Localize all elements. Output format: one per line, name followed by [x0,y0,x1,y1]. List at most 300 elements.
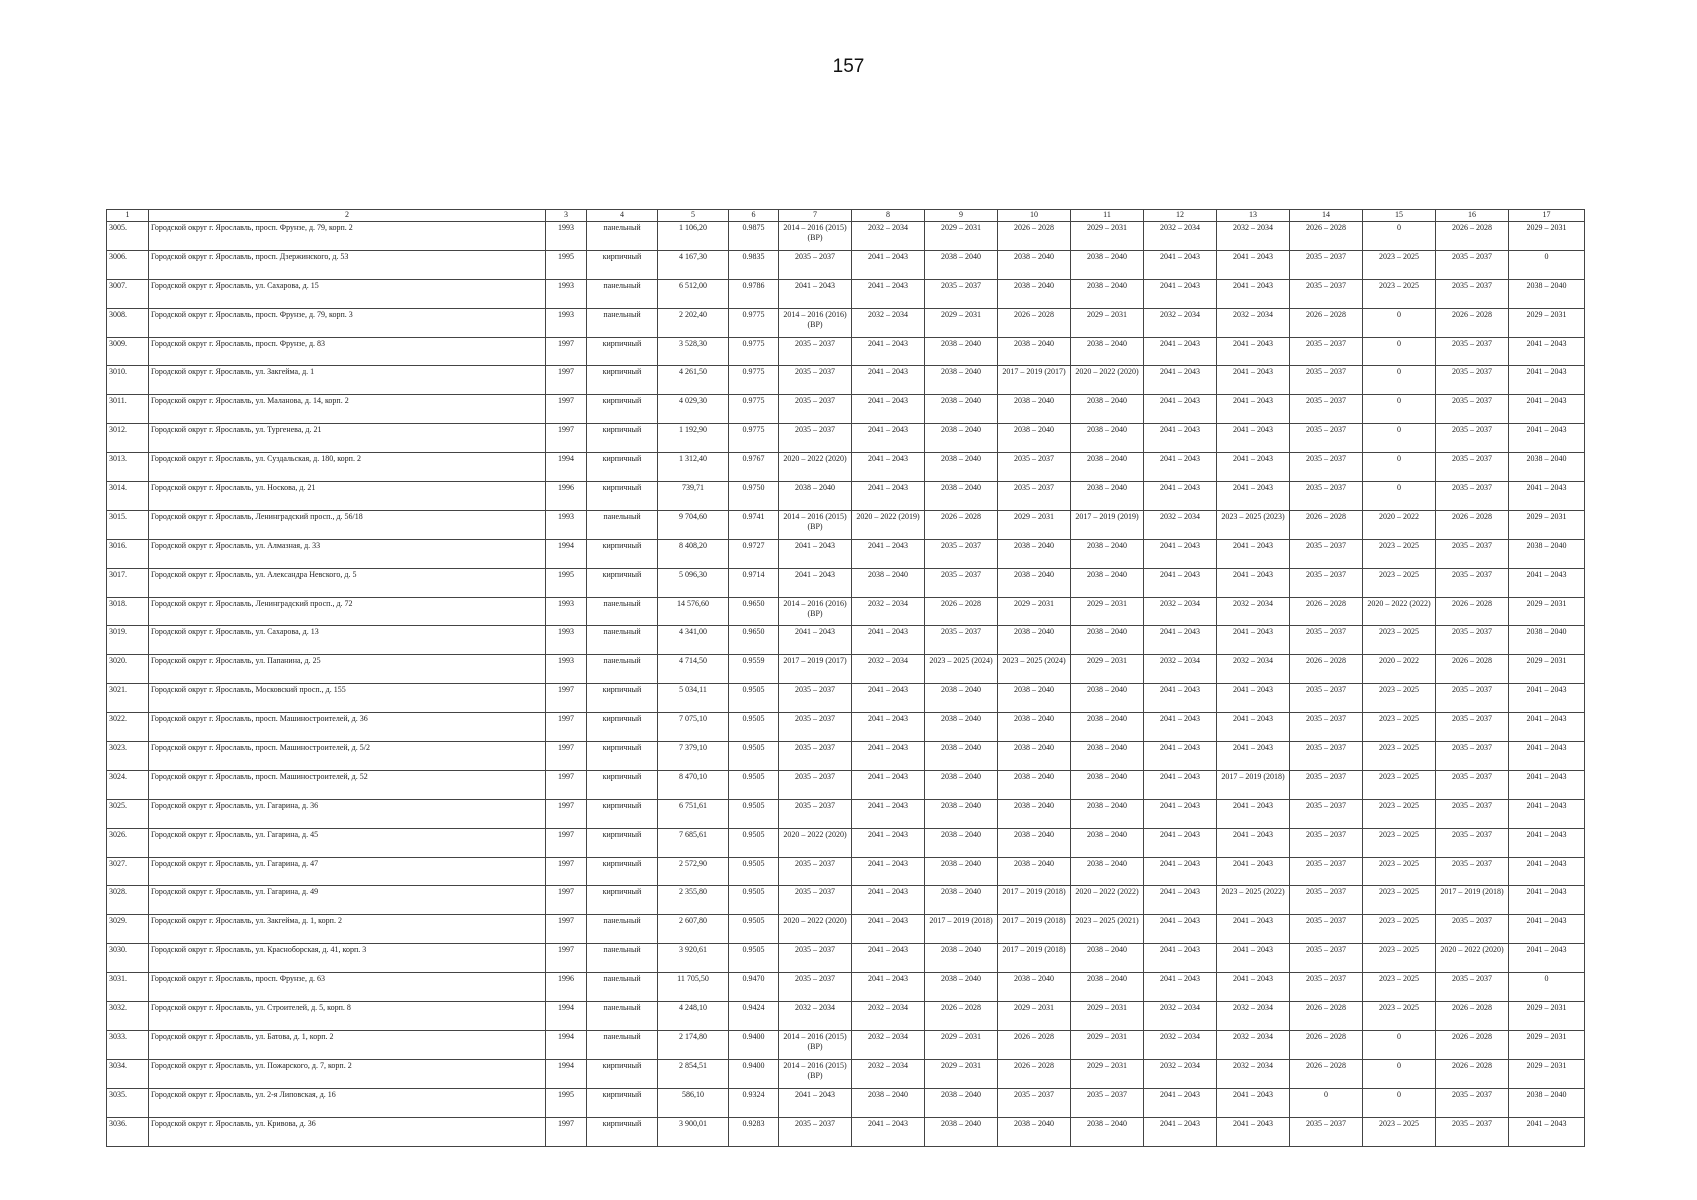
table-cell: 2026 – 2028 [1290,308,1363,337]
table-cell: 2041 – 2043 [1217,250,1290,279]
table-cell: 2029 – 2031 [1509,510,1585,539]
table-cell: 2026 – 2028 [1290,510,1363,539]
table-cell: 2032 – 2034 [1217,1030,1290,1059]
table-cell: 1997 [546,366,587,395]
table-cell: 2041 – 2043 [1217,828,1290,857]
table-cell: 2038 – 2040 [1071,742,1144,771]
table-cell: 3013. [107,453,149,482]
table-cell: 14 576,60 [658,597,729,626]
table-cell: 0.9424 [729,1002,779,1031]
table-cell: панельный [587,279,658,308]
table-cell: 2041 – 2043 [1144,1088,1217,1117]
table-cell: 2032 – 2034 [1144,1002,1217,1031]
table-cell: 2017 – 2019 (2018) [998,915,1071,944]
table-cell: 2035 – 2037 [779,799,852,828]
table-cell: 2035 – 2037 [1290,857,1363,886]
table-cell: Городской округ г. Ярославль, ул. Носкова, д. 21 [149,482,546,511]
table-cell: 2041 – 2043 [1144,915,1217,944]
table-cell: 3 900,01 [658,1117,729,1146]
table-cell: 2041 – 2043 [852,250,925,279]
table-cell: 0 [1363,222,1436,251]
table-cell: 3025. [107,799,149,828]
table-cell: 2029 – 2031 [925,308,998,337]
table-cell: 2032 – 2034 [1144,597,1217,626]
column-header: 7 [779,210,852,222]
table-cell: 0.9650 [729,597,779,626]
table-cell: Городской округ г. Ярославль, ул. Гагарина, д. 45 [149,828,546,857]
table-cell: 0.9741 [729,510,779,539]
table-cell: кирпичный [587,453,658,482]
table-cell: 0.9505 [729,713,779,742]
table-cell: 2041 – 2043 [1509,366,1585,395]
table-cell: Городской округ г. Ярославль, ул. Суздальская, д. 180, корп. 2 [149,453,546,482]
table-cell: 3019. [107,626,149,655]
table-cell: 0 [1363,366,1436,395]
table-cell: 1997 [546,424,587,453]
table-cell: 0.9505 [729,799,779,828]
table-cell: 2029 – 2031 [1071,1002,1144,1031]
table-cell: кирпичный [587,828,658,857]
table-row [107,655,1585,684]
table-cell: 2038 – 2040 [852,568,925,597]
table-cell: 2017 – 2019 (2018) [1436,886,1509,915]
table-cell: панельный [587,915,658,944]
table-cell: 1995 [546,1088,587,1117]
table-cell: 0.9505 [729,828,779,857]
table-cell: 2041 – 2043 [852,770,925,799]
table-cell: 2023 – 2025 [1363,713,1436,742]
table-cell: 0 [1363,395,1436,424]
table-cell: 8 470,10 [658,770,729,799]
table-cell: 8 408,20 [658,539,729,568]
table-cell: 1995 [546,250,587,279]
column-header: 8 [852,210,925,222]
table-cell: 2035 – 2037 [925,568,998,597]
table-cell: 0.9400 [729,1030,779,1059]
table-cell: 2041 – 2043 [779,1088,852,1117]
table-cell: 2041 – 2043 [1509,915,1585,944]
table-cell: 2020 – 2022 (2020) [779,915,852,944]
table-row [107,337,1585,366]
table-cell: 2032 – 2034 [852,1059,925,1088]
table-cell: Городской округ г. Ярославль, ул. Пожарского, д. 7, корп. 2 [149,1059,546,1088]
table-row [107,539,1585,568]
table-cell: Городской округ г. Ярославль, просп. Фрунзе, д. 63 [149,973,546,1002]
table-cell: 2038 – 2040 [998,568,1071,597]
table-cell: 2038 – 2040 [925,395,998,424]
table-cell: 0.9775 [729,424,779,453]
table-cell: 0.9470 [729,973,779,1002]
registry-table [106,209,1585,1147]
table-cell: 2023 – 2025 [1363,1002,1436,1031]
table-cell: 2041 – 2043 [1144,482,1217,511]
table-cell: 2023 – 2025 [1363,1117,1436,1146]
table-cell: 3007. [107,279,149,308]
table-cell: 0.9714 [729,568,779,597]
table-cell: 1 192,90 [658,424,729,453]
table-cell: 2035 – 2037 [1290,1117,1363,1146]
table-row [107,742,1585,771]
table-cell: 0.9875 [729,222,779,251]
table-cell: 2023 – 2025 (2022) [1217,886,1290,915]
table-cell: 2035 – 2037 [779,337,852,366]
table-cell: 2017 – 2019 (2018) [998,944,1071,973]
table-cell: панельный [587,597,658,626]
table-cell: 0.9505 [729,770,779,799]
table-cell: 2038 – 2040 [1071,857,1144,886]
table-row [107,828,1585,857]
table-cell: 1997 [546,395,587,424]
table-cell: 2023 – 2025 [1363,250,1436,279]
table-cell: 4 029,30 [658,395,729,424]
table-row [107,250,1585,279]
table-cell: кирпичный [587,539,658,568]
table-row [107,684,1585,713]
table-cell: 2035 – 2037 [1290,828,1363,857]
table-cell: 2032 – 2034 [1144,655,1217,684]
table-cell: 2020 – 2022 (2020) [1071,366,1144,395]
table-cell: 2026 – 2028 [998,1059,1071,1088]
table-cell: 2041 – 2043 [1217,626,1290,655]
table-cell: 2017 – 2019 (2019) [1071,510,1144,539]
table-cell: 0.9775 [729,308,779,337]
table-cell: 2035 – 2037 [779,424,852,453]
page-number: 157 [832,56,865,77]
table-cell: 2032 – 2034 [852,655,925,684]
table-cell: 2035 – 2037 [779,857,852,886]
table-cell: 2041 – 2043 [779,626,852,655]
table-cell: 2038 – 2040 [925,857,998,886]
table-cell: 2023 – 2025 [1363,799,1436,828]
table-cell: 2041 – 2043 [852,1117,925,1146]
table-cell: 2041 – 2043 [1509,857,1585,886]
table-cell: Городской округ г. Ярославль, ул. Красноборская, д. 41, корп. 3 [149,944,546,973]
table-cell: 2041 – 2043 [1509,1117,1585,1146]
table-cell: 2026 – 2028 [1436,1002,1509,1031]
table-cell: 2041 – 2043 [852,626,925,655]
table-cell: 2041 – 2043 [1509,886,1585,915]
table-cell: 1993 [546,597,587,626]
table-cell: 2035 – 2037 [779,770,852,799]
table-cell: Городской округ г. Ярославль, ул. Маланова, д. 14, корп. 2 [149,395,546,424]
table-cell: 5 034,11 [658,684,729,713]
table-cell: 2032 – 2034 [1217,1002,1290,1031]
table-cell: 2026 – 2028 [1436,308,1509,337]
table-cell: 2032 – 2034 [779,1002,852,1031]
table-cell: 2041 – 2043 [1217,1088,1290,1117]
table-row [107,1088,1585,1117]
table-cell: 2038 – 2040 [1509,453,1585,482]
table-cell: кирпичный [587,857,658,886]
table-cell: 3033. [107,1030,149,1059]
table-cell: 2035 – 2037 [779,366,852,395]
table-cell: 2041 – 2043 [852,742,925,771]
table-cell: 2038 – 2040 [1071,337,1144,366]
table-cell: 2035 – 2037 [779,973,852,1002]
table-cell: 0.9505 [729,742,779,771]
table-cell: панельный [587,973,658,1002]
table-cell: 2035 – 2037 [1290,539,1363,568]
table-cell: 1993 [546,308,587,337]
table-cell: 2041 – 2043 [1217,453,1290,482]
table-cell: 2035 – 2037 [1436,279,1509,308]
table-cell: 2038 – 2040 [925,799,998,828]
table-cell: 2026 – 2028 [1436,655,1509,684]
table-cell: 3035. [107,1088,149,1117]
table-row [107,482,1585,511]
table-cell: 2026 – 2028 [925,510,998,539]
table-cell: 0 [1363,1059,1436,1088]
table-cell: 2038 – 2040 [998,713,1071,742]
table-cell: 1997 [546,944,587,973]
table-cell: 1993 [546,279,587,308]
table-cell: 2038 – 2040 [1071,828,1144,857]
table-cell: 2038 – 2040 [925,684,998,713]
table-row [107,1030,1585,1059]
table-cell: панельный [587,510,658,539]
table-cell: 2020 – 2022 (2020) [779,828,852,857]
table-cell: 2038 – 2040 [925,366,998,395]
table-cell: 2041 – 2043 [1144,857,1217,886]
table-cell: 2035 – 2037 [1436,770,1509,799]
table-cell: 1997 [546,337,587,366]
table-cell: 2029 – 2031 [1071,1059,1144,1088]
table-cell: 2038 – 2040 [925,828,998,857]
table-cell: кирпичный [587,1117,658,1146]
table-cell: 1997 [546,915,587,944]
table-cell: 2038 – 2040 [925,713,998,742]
table-cell: 2035 – 2037 [1290,973,1363,1002]
table-cell: 1995 [546,568,587,597]
table-cell: 2029 – 2031 [998,597,1071,626]
table-cell: 2041 – 2043 [1144,279,1217,308]
table-cell: 2026 – 2028 [1436,597,1509,626]
table-cell: 2041 – 2043 [1144,973,1217,1002]
table-cell: 2041 – 2043 [852,684,925,713]
table-cell: 3030. [107,944,149,973]
table-cell: 2032 – 2034 [852,1002,925,1031]
table-cell: 2023 – 2025 (2024) [925,655,998,684]
table-cell: 2038 – 2040 [1071,424,1144,453]
table-cell: панельный [587,222,658,251]
table-row [107,799,1585,828]
table-cell: 2014 – 2016 (2015) (ВР) [779,1059,852,1088]
column-header: 6 [729,210,779,222]
table-cell: кирпичный [587,1088,658,1117]
table-cell: 2023 – 2025 (2021) [1071,915,1144,944]
table-cell: Городской округ г. Ярославль, просп. Дзержинского, д. 53 [149,250,546,279]
table-cell: 2041 – 2043 [852,944,925,973]
table-cell: панельный [587,655,658,684]
table-cell: 2032 – 2034 [852,308,925,337]
table-cell: Городской округ г. Ярославль, ул. Тургенева, д. 21 [149,424,546,453]
table-cell: 2 607,80 [658,915,729,944]
table-cell: 0.9324 [729,1088,779,1117]
table-row [107,713,1585,742]
table-cell: 2038 – 2040 [852,1088,925,1117]
table-cell: кирпичный [587,395,658,424]
table-row [107,510,1585,539]
table-row [107,366,1585,395]
table-cell: 2023 – 2025 [1363,770,1436,799]
table-cell: 2 854,51 [658,1059,729,1088]
table-cell: 2035 – 2037 [1436,482,1509,511]
table-cell: 0.9400 [729,1059,779,1088]
table-cell: 2029 – 2031 [1071,1030,1144,1059]
table-cell: 1993 [546,626,587,655]
table-cell: 2038 – 2040 [1509,279,1585,308]
table-cell: 2035 – 2037 [779,742,852,771]
table-cell: 2041 – 2043 [1509,770,1585,799]
table-cell: 2029 – 2031 [1509,655,1585,684]
table-cell: 2020 – 2022 (2020) [1436,944,1509,973]
table-cell: 2038 – 2040 [1071,799,1144,828]
table-row [107,395,1585,424]
table-cell: 2041 – 2043 [852,366,925,395]
table-cell: Городской округ г. Ярославль, просп. Машиностроителей, д. 5/2 [149,742,546,771]
table-cell: 2029 – 2031 [1071,655,1144,684]
table-cell: 2035 – 2037 [1290,944,1363,973]
table-cell: 2035 – 2037 [1290,742,1363,771]
table-cell: 4 167,30 [658,250,729,279]
table-cell: 2041 – 2043 [1144,568,1217,597]
table-cell: 2041 – 2043 [852,915,925,944]
table-cell: 2014 – 2016 (2016) (ВР) [779,597,852,626]
table-cell: 2038 – 2040 [998,626,1071,655]
table-cell: 2026 – 2028 [998,308,1071,337]
table-cell: 2038 – 2040 [1071,250,1144,279]
table-cell: 0 [1363,1030,1436,1059]
table-cell: Городской округ г. Ярославль, просп. Фрунзе, д. 79, корп. 2 [149,222,546,251]
table-cell: 2041 – 2043 [1144,944,1217,973]
table-cell: 2023 – 2025 [1363,539,1436,568]
table-cell: 3017. [107,568,149,597]
table-cell: 2017 – 2019 (2018) [925,915,998,944]
table-cell: 2035 – 2037 [779,886,852,915]
table-cell: 2029 – 2031 [1509,597,1585,626]
table-cell: 2041 – 2043 [852,713,925,742]
column-header: 2 [149,210,546,222]
table-cell: 2038 – 2040 [925,742,998,771]
table-cell: 2026 – 2028 [998,222,1071,251]
table-cell: 11 705,50 [658,973,729,1002]
table-row [107,1002,1585,1031]
table-cell: 3 920,61 [658,944,729,973]
table-cell: 2038 – 2040 [998,684,1071,713]
table-cell: 2038 – 2040 [1509,539,1585,568]
table-cell: 2035 – 2037 [1290,279,1363,308]
table-cell: 2041 – 2043 [1509,944,1585,973]
table-cell: Городской округ г. Ярославль, Ленинградский просп., д. 56/18 [149,510,546,539]
table-cell: 2038 – 2040 [925,337,998,366]
table-cell: 7 685,61 [658,828,729,857]
column-header: 12 [1144,210,1217,222]
table-cell: кирпичный [587,337,658,366]
table-cell: 0 [1363,1088,1436,1117]
table-cell: 2023 – 2025 [1363,828,1436,857]
table-cell: 0.9786 [729,279,779,308]
table-cell: Городской округ г. Ярославль, ул. Сахарова, д. 15 [149,279,546,308]
table-cell: 2038 – 2040 [1071,684,1144,713]
table-cell: панельный [587,944,658,973]
table-cell: 1997 [546,799,587,828]
table-cell: 2014 – 2016 (2016) (ВР) [779,308,852,337]
table-cell: 2041 – 2043 [1144,886,1217,915]
table-cell: 1997 [546,828,587,857]
table-cell: 2041 – 2043 [1144,337,1217,366]
table-cell: 2038 – 2040 [1071,1117,1144,1146]
table-cell: 1997 [546,886,587,915]
table-cell: Городской округ г. Ярославль, ул. Батова, д. 1, корп. 2 [149,1030,546,1059]
column-header: 13 [1217,210,1290,222]
table-cell: 0 [1363,424,1436,453]
table-cell: 2035 – 2037 [1436,713,1509,742]
table-cell: 2041 – 2043 [1217,684,1290,713]
table-cell: 2023 – 2025 [1363,857,1436,886]
table-cell: кирпичный [587,424,658,453]
table-cell: 2023 – 2025 [1363,568,1436,597]
table-cell: Городской округ г. Ярославль, ул. Алмазная, д. 33 [149,539,546,568]
table-cell: 4 261,50 [658,366,729,395]
table-cell: 2038 – 2040 [998,770,1071,799]
table-cell: кирпичный [587,713,658,742]
table-cell: 2038 – 2040 [998,742,1071,771]
table-cell: 2035 – 2037 [1290,626,1363,655]
table-cell: 2035 – 2037 [1290,424,1363,453]
table-cell: 2035 – 2037 [779,944,852,973]
table-cell: 2035 – 2037 [1436,915,1509,944]
table-cell: 2032 – 2034 [1217,222,1290,251]
table-cell: 1 312,40 [658,453,729,482]
table-cell: 2020 – 2022 [1363,510,1436,539]
table-cell: 4 341,00 [658,626,729,655]
table-cell: 2041 – 2043 [1509,713,1585,742]
table-cell: 0.9559 [729,655,779,684]
table-cell: 2017 – 2019 (2017) [998,366,1071,395]
column-header: 3 [546,210,587,222]
table-cell: 2026 – 2028 [925,1002,998,1031]
table-row [107,973,1585,1002]
table-cell: 2038 – 2040 [925,944,998,973]
table-row [107,626,1585,655]
table-cell: 2035 – 2037 [1436,424,1509,453]
table-cell: 2038 – 2040 [925,453,998,482]
table-cell: 2032 – 2034 [1217,597,1290,626]
table-cell: 2038 – 2040 [925,250,998,279]
table-cell: панельный [587,308,658,337]
table-cell: 3012. [107,424,149,453]
table-cell: 2041 – 2043 [852,857,925,886]
table-cell: 2032 – 2034 [852,1030,925,1059]
table-cell: 2038 – 2040 [998,857,1071,886]
table-cell: 2041 – 2043 [1144,539,1217,568]
table-cell: 2035 – 2037 [925,279,998,308]
table-cell: 2014 – 2016 (2015) (ВР) [779,222,852,251]
table-cell: 2038 – 2040 [1071,395,1144,424]
table-cell: Городской округ г. Ярославль, просп. Машиностроителей, д. 52 [149,770,546,799]
table-cell: 2041 – 2043 [1509,742,1585,771]
table-cell: 2035 – 2037 [1436,684,1509,713]
table-cell: 2038 – 2040 [1071,944,1144,973]
table-cell: 586,10 [658,1088,729,1117]
table-cell: 2035 – 2037 [1436,1117,1509,1146]
table-cell: 2038 – 2040 [998,337,1071,366]
table-cell: 0.9650 [729,626,779,655]
table-cell: Городской округ г. Ярославль, ул. 2-я Липовская, д. 16 [149,1088,546,1117]
table-cell: 2035 – 2037 [1290,886,1363,915]
table-cell: 2023 – 2025 [1363,279,1436,308]
table-cell: 2041 – 2043 [1217,973,1290,1002]
